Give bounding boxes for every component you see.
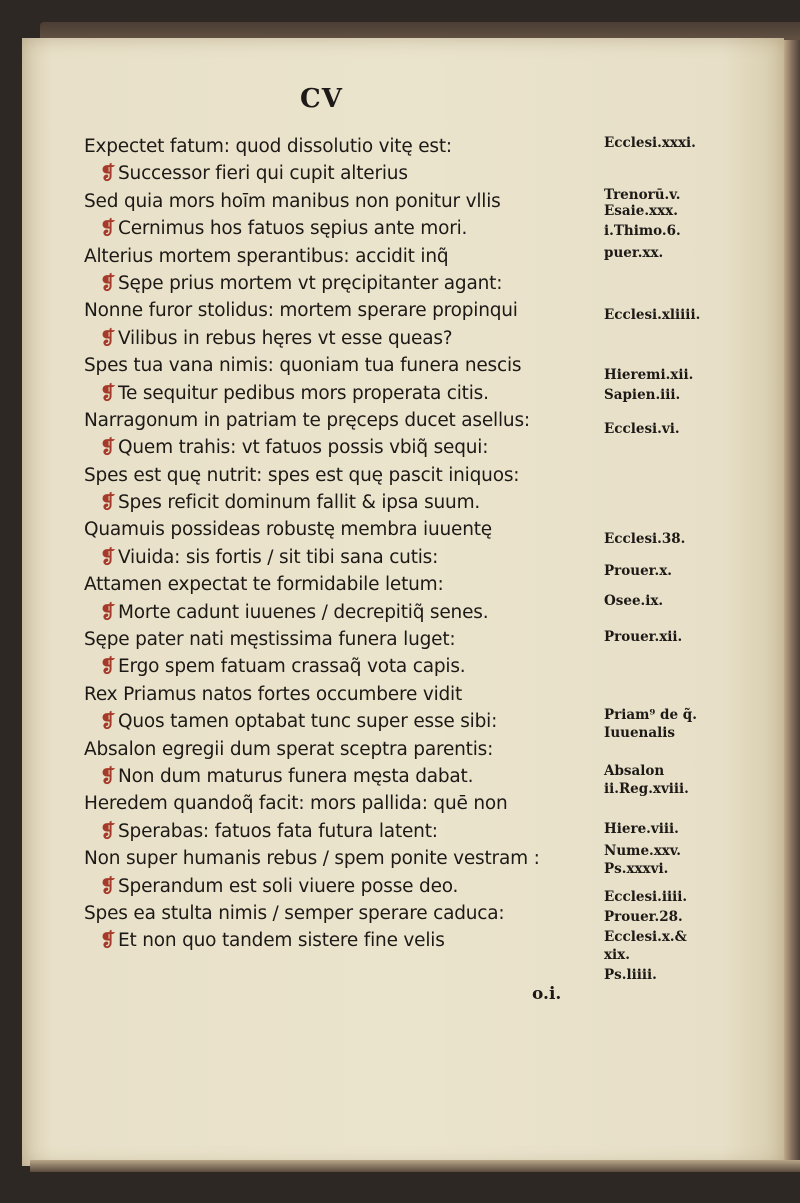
verse-line <box>84 900 604 927</box>
margin-note: Nume.xxv. <box>604 843 682 859</box>
verse-line-text: Spes ea stulta nimis / semper sperare caduca: <box>84 902 505 924</box>
verse-line-text: Heredem quandoq̃ facit: mors pallida: quē non <box>84 793 508 815</box>
verse-line-text: Narragonum in patriam te pręceps ducet asellus: <box>84 409 530 431</box>
margin-note: Absalon <box>604 763 665 779</box>
margin-note: Prouer.xii. <box>604 629 683 645</box>
verse-line <box>84 681 604 708</box>
verse-line <box>84 927 604 954</box>
verse-line <box>84 763 604 790</box>
margin-note: Priam⁹ de q̃. <box>604 707 697 723</box>
rubricated-paragraph-mark-icon: ❡ <box>100 163 116 185</box>
verse-line <box>84 188 604 215</box>
margin-note: Ecclesi.xliiii. <box>604 307 701 323</box>
signature-mark: o.i. <box>532 984 562 1004</box>
verse-text <box>84 133 604 955</box>
verse-line <box>84 571 604 598</box>
verse-line-text: Expectet fatum: quod dissolutio vitę est: <box>84 136 452 157</box>
verse-line <box>84 352 604 379</box>
margin-note: Ecclesi.xxxi. <box>604 135 696 151</box>
verse-line-text: Non dum maturus funera męsta dabat. <box>118 765 474 787</box>
verse-line-text: Rex Priamus natos fortes occumbere vidit <box>84 683 463 705</box>
book-bottom-edge <box>30 1160 800 1172</box>
verse-line <box>84 325 604 352</box>
rubricated-paragraph-mark-icon: ❡ <box>100 492 116 514</box>
margin-note: Ps.liiii. <box>604 967 657 983</box>
verse-line-text: Te sequitur pedibus mors properata citis. <box>118 382 489 404</box>
verse-line <box>84 243 604 270</box>
rubricated-paragraph-mark-icon: ❡ <box>100 382 116 404</box>
verse-line-text: Quem trahis: vt fatuos possis vbiq̃ sequi: <box>118 437 489 459</box>
margin-note: ii.Reg.xviii. <box>604 781 689 797</box>
rubricated-paragraph-mark-icon: ❡ <box>100 437 116 459</box>
verse-line <box>84 270 604 297</box>
rubricated-paragraph-mark-icon: ❡ <box>100 601 116 623</box>
margin-note: Ps.xxxvi. <box>604 861 669 877</box>
verse-line <box>84 736 604 763</box>
verse-line-text: Viuida: sis fortis / sit tibi sana cutis: <box>118 546 439 568</box>
verse-line-text: Attamen expectat te formidabile letum: <box>84 574 444 596</box>
verse-line <box>84 462 604 489</box>
margin-note: Hiere.viii. <box>604 821 679 837</box>
rubricated-paragraph-mark-icon: ❡ <box>100 327 116 349</box>
margin-note: i.Thimo.6. <box>604 223 681 239</box>
margin-note: Prouer.28. <box>604 909 683 925</box>
margin-note: Ecclesi.x.& <box>604 929 687 945</box>
verse-line-text: Sperabas: fatuos fata futura latent: <box>118 820 438 842</box>
rubricated-paragraph-mark-icon: ❡ <box>100 656 116 678</box>
verse-line-text: Cernimus hos fatuos sępius ante mori. <box>118 218 468 240</box>
verse-line-text: Vilibus in rebus hęres vt esse queas? <box>118 327 453 349</box>
verse-line-text: Sępe prius mortem vt pręcipitanter agant: <box>118 272 503 294</box>
verse-line-text: Nonne furor stolidus: mortem sperare propinqui <box>84 300 518 322</box>
rubricated-paragraph-mark-icon: ❡ <box>100 820 116 842</box>
verse-line-text: Et non quo tandem sistere fine velis <box>118 930 445 952</box>
rubricated-paragraph-mark-icon: ❡ <box>100 875 116 897</box>
verse-line <box>84 626 604 653</box>
margin-note: Osee.ix. <box>604 593 664 609</box>
verse-line <box>84 297 604 324</box>
folio-number: CV <box>300 84 343 114</box>
verse-line-text: Morte cadunt iuuenes / decrepitiq̃ senes. <box>118 601 489 623</box>
margin-note: Ecclesi.38. <box>604 531 686 547</box>
verse-line <box>84 160 604 187</box>
verse-line-text: Spes tua vana nimis: quoniam tua funera nescis <box>84 355 522 377</box>
verse-line <box>84 790 604 817</box>
rubricated-paragraph-mark-icon: ❡ <box>100 272 116 294</box>
verse-line-text: Spes est quę nutrit: spes est quę pascit iniquos: <box>84 464 520 486</box>
rubricated-paragraph-mark-icon: ❡ <box>100 930 116 952</box>
margin-note: Sapien.iii. <box>604 387 681 403</box>
margin-note: Ecclesi.vi. <box>604 421 680 437</box>
margin-note: Iuuenalis <box>604 725 675 741</box>
verse-line-text: Sed quia mors hoīm manibus non ponitur vllis <box>84 190 501 212</box>
margin-note: Hieremi.xii. <box>604 367 694 383</box>
margin-note: Ecclesi.iiii. <box>604 889 688 905</box>
book-right-edge <box>784 40 800 1165</box>
verse-line-text: Quamuis possideas robustę membra iuuentę <box>84 519 492 541</box>
margin-note: Trenorū.v. <box>604 187 681 203</box>
verse-line <box>84 489 604 516</box>
margin-note: xix. <box>604 947 630 963</box>
verse-line <box>84 544 604 571</box>
verse-line-text: Absalon egregii dum sperat sceptra parentis: <box>84 738 494 760</box>
rubricated-paragraph-mark-icon: ❡ <box>100 218 116 240</box>
rubricated-paragraph-mark-icon: ❡ <box>100 546 116 568</box>
verse-line-text: Non super humanis rebus / spem ponite vestram : <box>84 848 540 870</box>
verse-line <box>84 599 604 626</box>
verse-line-text: Alterius mortem sperantibus: accidit inq̃ <box>84 245 449 267</box>
verse-line <box>84 516 604 543</box>
verse-line <box>84 873 604 900</box>
verse-line <box>84 133 604 160</box>
rubricated-paragraph-mark-icon: ❡ <box>100 711 116 733</box>
verse-line-text: Spes reficit dominum fallit & ipsa suum. <box>118 492 481 514</box>
verse-line <box>84 708 604 735</box>
margin-note: Esaie.xxx. <box>604 203 678 219</box>
verse-line <box>84 407 604 434</box>
margin-note: puer.xx. <box>604 245 664 261</box>
verse-line-text: Successor fieri qui cupit alterius <box>118 163 408 185</box>
verse-line-text: Quos tamen optabat tunc super esse sibi: <box>118 711 498 733</box>
verse-line-text: Sperandum est soli viuere posse deo. <box>118 875 459 897</box>
rubricated-paragraph-mark-icon: ❡ <box>100 765 116 787</box>
verse-line <box>84 845 604 872</box>
verse-line <box>84 380 604 407</box>
verse-line-text: Sępe pater nati męstissima funera luget: <box>84 629 456 651</box>
margin-note: Prouer.x. <box>604 563 672 579</box>
verse-line <box>84 434 604 461</box>
verse-line <box>84 653 604 680</box>
verse-line-text: Ergo spem fatuam crassaq̃ vota capis. <box>118 656 466 678</box>
verse-line <box>84 818 604 845</box>
verse-line <box>84 215 604 242</box>
